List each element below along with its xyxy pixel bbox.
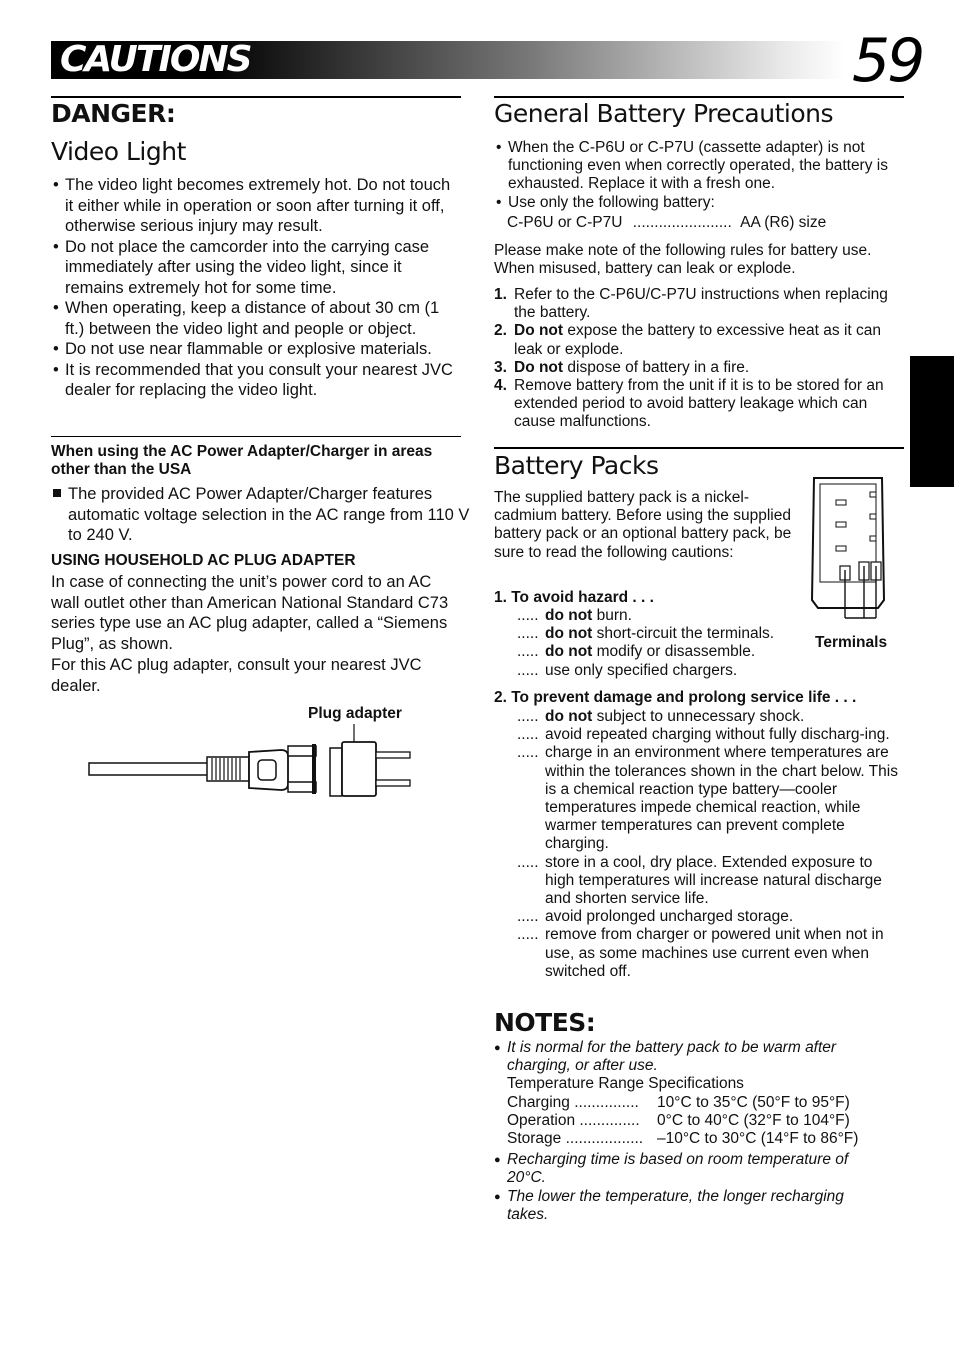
page-number: 59	[852, 26, 923, 96]
list-item: ..... use only specified chargers.	[517, 661, 738, 679]
prolong-heading: 2. To prevent damage and prolong service life . . .	[494, 689, 857, 706]
general-heading: General Battery Precautions	[494, 99, 834, 128]
plug-adapter-figure	[86, 720, 416, 800]
battery-spec-model: C-P6U or C-P7U	[507, 214, 623, 231]
table-row: Operation .............. 0°C to 40°C (32°F to 104°F)	[507, 1111, 850, 1129]
general-rule	[494, 96, 904, 98]
page-title: CAUTIONS	[60, 39, 251, 80]
ac-adapter-heading: When using the AC Power Adapter/Charger in areas other than the USA	[51, 443, 433, 479]
list-item: ..... do not modify or disassemble.	[517, 643, 756, 661]
list-item: ..... avoid repeated charging without fully discharg-ing.	[517, 726, 890, 744]
video-light-heading: Video Light	[51, 137, 186, 166]
list-item: • When the C-P6U or C-P7U (cassette adapter) is not functioning even when correctly operated, the battery is exhausted. Replace it with a fresh one.	[494, 139, 904, 194]
hazard-heading: 1. To avoid hazard . . .	[494, 589, 654, 606]
list-item: • Do not use near flammable or explosive materials.	[51, 339, 463, 360]
terminals-label: Terminals	[815, 634, 888, 651]
ac-adapter-text: The provided AC Power Adapter/Charger features automatic voltage selection in the AC range from 110 V to 240 V.	[51, 484, 478, 546]
battery-spec-size: AA (R6) size	[740, 214, 827, 231]
list-item: ..... do not short-circuit the terminals.	[517, 625, 775, 643]
rules-intro: Please make note of the following rules for battery use. When misused, battery can leak or explode.	[494, 242, 872, 278]
temperature-table	[494, 1094, 884, 1149]
list-item: 2. Do not expose the battery to excessive heat as it can leak or explode.	[494, 322, 882, 358]
notes-list	[494, 1039, 884, 1224]
notes-heading: NOTES:	[494, 1008, 596, 1037]
list-item: ..... avoid prolonged uncharged storage.	[517, 908, 794, 926]
list-item: ..... store in a cool, dry place. Extended exposure to high temperatures will increase natural discharge and shorten service life.	[517, 853, 882, 908]
list-item: 4. Remove battery from the unit if it is to be stored for an extended period to avoid battery leakage which can cause malfunctions.	[494, 377, 884, 431]
danger-heading: DANGER:	[51, 99, 176, 128]
rules-list	[494, 286, 904, 432]
danger-rule	[51, 96, 461, 98]
video-light-list	[51, 175, 463, 401]
plug-adapter-label: Plug adapter	[308, 705, 402, 722]
note-item: ● It is normal for the battery pack to be warm after charging, or after use.	[494, 1039, 884, 1075]
plug-adapter-text: In case of connecting the unit’s power cord to an AC wall outlet other than American National Standard C73 series type use an AC plug adapter, called a “Siemens Plug”, as shown.	[51, 573, 449, 653]
hazard-list	[517, 607, 817, 680]
packs-intro: The supplied battery pack is a nickel-cadmium battery. Before using the supplied battery pack or an optional battery pack, be sure to read the following cautions:	[494, 489, 792, 561]
plug-adapter-text-2: For this AC plug adapter, consult your nearest JVC dealer.	[51, 656, 422, 695]
battery-spec	[507, 214, 826, 232]
list-item: ..... remove from charger or powered unit when not in use, as some machines use current even when switched off.	[517, 926, 884, 980]
battery-spec-dots: .......................	[632, 214, 732, 231]
list-item: • Use only the following battery:	[494, 194, 904, 212]
table-row: Charging ............... 10°C to 35°C (50°F to 95°F)	[507, 1093, 850, 1111]
prolong-list	[517, 708, 899, 981]
list-item: • When operating, keep a distance of about 30 cm (1 ft.) between the video light and people or object.	[51, 298, 463, 339]
list-item: ..... charge in an environment where temperatures are within the tolerances shown in the chart below. This is a chemical reaction type battery—cooler temperatures impede chemical reaction, while warmer temperatures can prevent complete charging.	[517, 744, 898, 853]
list-item: • It is recommended that you consult your nearest JVC dealer for replacing the video light.	[51, 360, 463, 401]
packs-rule	[494, 447, 904, 449]
list-item: • The video light becomes extremely hot. Do not touch it either while in operation or soon after turning it off, otherwise serious injury may result.	[51, 175, 463, 237]
table-row: Storage .................. –10°C to 30°C (14°F to 86°F)	[507, 1130, 859, 1148]
packs-heading: Battery Packs	[494, 451, 659, 480]
section-divider	[51, 436, 461, 437]
note-item: ● The lower the temperature, the longer recharging takes.	[494, 1188, 884, 1224]
battery-pack-figure	[808, 470, 888, 630]
section-tab	[910, 356, 954, 487]
note-item: ● Recharging time is based on room temperature of 20°C.	[494, 1151, 884, 1187]
general-list	[494, 139, 904, 212]
list-item: ..... do not subject to unnecessary shock.	[517, 708, 805, 725]
plug-adapter-heading: USING HOUSEHOLD AC PLUG ADAPTER	[51, 552, 356, 569]
list-item: 3. Do not dispose of battery in a fire.	[494, 358, 750, 376]
list-item: 1. Refer to the C-P6U/C-P7U instructions when replacing the battery.	[494, 286, 888, 322]
list-item: • Do not place the camcorder into the carrying case immediately after using the video light, since it remains extremely hot for some time.	[51, 237, 463, 299]
temperature-title: Temperature Range Specifications	[507, 1075, 744, 1093]
list-item: ..... do not burn.	[517, 607, 632, 624]
